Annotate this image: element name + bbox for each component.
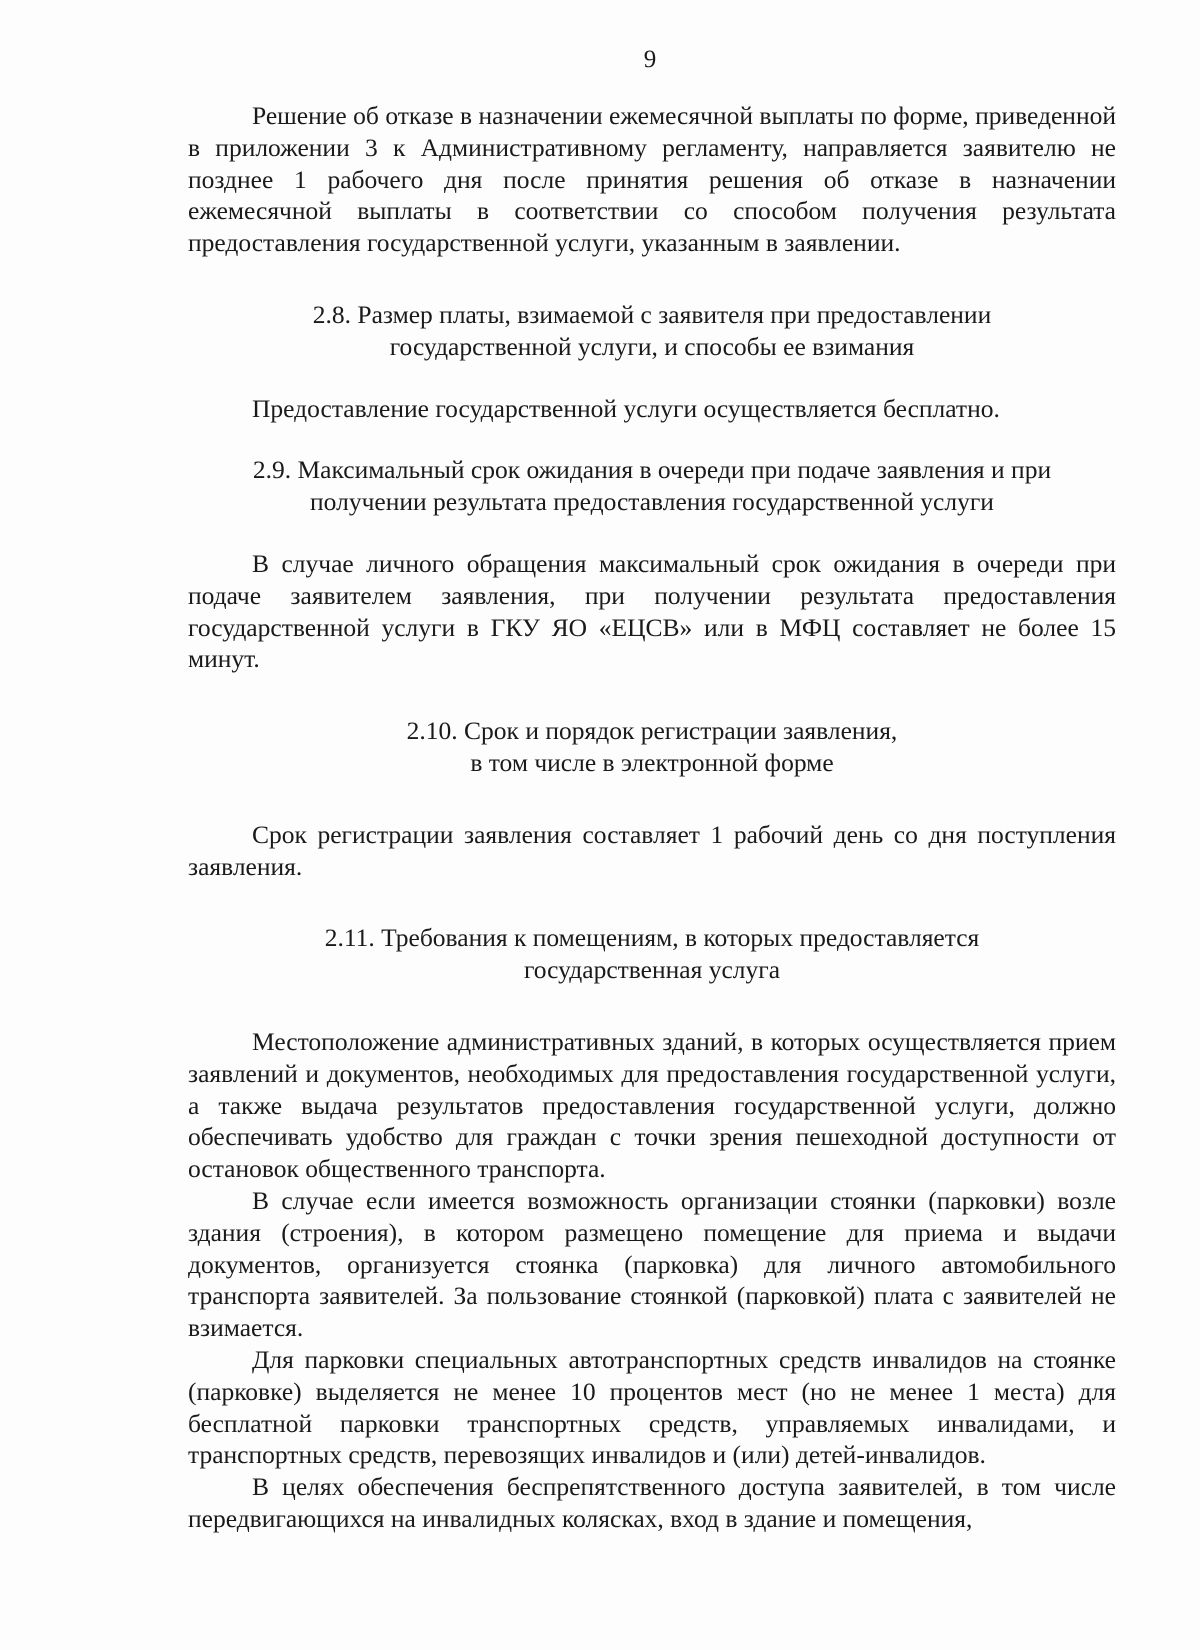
- heading-2-8-line1: 2.8. Размер платы, взимаемой с заявителя при предоставлении: [312, 299, 992, 329]
- paragraph-2-9-waiting-time: В случае личного обращения максимальный срок ожидания в очереди при подаче заявителем заявления, при получении результата предоставления государственной услуги в ГКУ ЯО «ЕЦСВ» или в МФЦ составляет не более 15 минут.: [188, 548, 1116, 674]
- paragraph-2-10-registration: Срок регистрации заявления составляет 1 рабочий день со дня поступления заявления.: [188, 819, 1116, 881]
- heading-2-8: [188, 299, 1116, 363]
- heading-2-9-line2: получении результата предоставления государственной услуги: [310, 487, 994, 517]
- paragraph-2-11-disabled-parking: Для парковки специальных автотранспортных средств инвалидов на стоянке (парковке) выделяется не менее 10 процентов мест (но не менее 1 места) для бесплатной парковки транспортных средств, управляемых инвалидами, и транспортных средств, перевозящих инвалидов и (или) детей-инвалидов.: [188, 1344, 1116, 1470]
- paragraph-2-11-parking: В случае если имеется возможность организации стоянки (парковки) возле здания (строения), в котором размещено помещение для приема и выдачи документов, организуется стоянка (парковка) для личного автомобильного транспорта заявителей. За пользование стоянкой (парковкой) плата с заявителей не взимается.: [188, 1185, 1116, 1343]
- heading-2-10-line1: 2.10. Срок и порядок регистрации заявления,: [406, 716, 898, 746]
- page-number: 9: [643, 46, 657, 73]
- paragraph-2-11-accessibility: В целях обеспечения беспрепятственного доступа заявителей, в том числе передвигающихся на инвалидных колясках, вход в здание и помещения,: [188, 1472, 1116, 1533]
- heading-2-9-line1: 2.9. Максимальный срок ожидания в очереди при подаче заявления и при: [252, 455, 1052, 485]
- heading-2-10: [188, 715, 1116, 779]
- document-body: [188, 100, 1116, 1535]
- heading-2-10-line2: в том числе в электронной форме: [470, 747, 834, 777]
- heading-2-8-line2: государственной услуги, и способы ее взимания: [389, 331, 915, 361]
- paragraph-refusal-decision: Решение об отказе в назначении ежемесячной выплаты по форме, приведенной в приложении 3 к Административному регламенту, направляется заявителю не позднее 1 рабочего дня после принятия решения об отказе в назначении ежемесячной выплаты в соответствии со способом получения результата предоставления государственной услуги, указанным в заявлении.: [188, 101, 1116, 258]
- heading-2-9: [188, 454, 1116, 518]
- paragraph-2-8-fee: Предоставление государственной услуги осуществляется бесплатно.: [252, 393, 1000, 423]
- heading-2-11: [188, 922, 1116, 986]
- paragraph-2-11-location: Местоположение административных зданий, в которых осуществляется прием заявлений и документов, необходимых для предоставления государственной услуги, а также выдача результатов предоставления государственной услуги, должно обеспечивать удобство для граждан с точки зрения пешеходной доступности от остановок общественного транспорта.: [188, 1026, 1116, 1184]
- heading-2-11-line1: 2.11. Требования к помещениям, в которых предоставляется: [324, 923, 980, 953]
- heading-2-11-line2: государственная услуга: [523, 955, 781, 985]
